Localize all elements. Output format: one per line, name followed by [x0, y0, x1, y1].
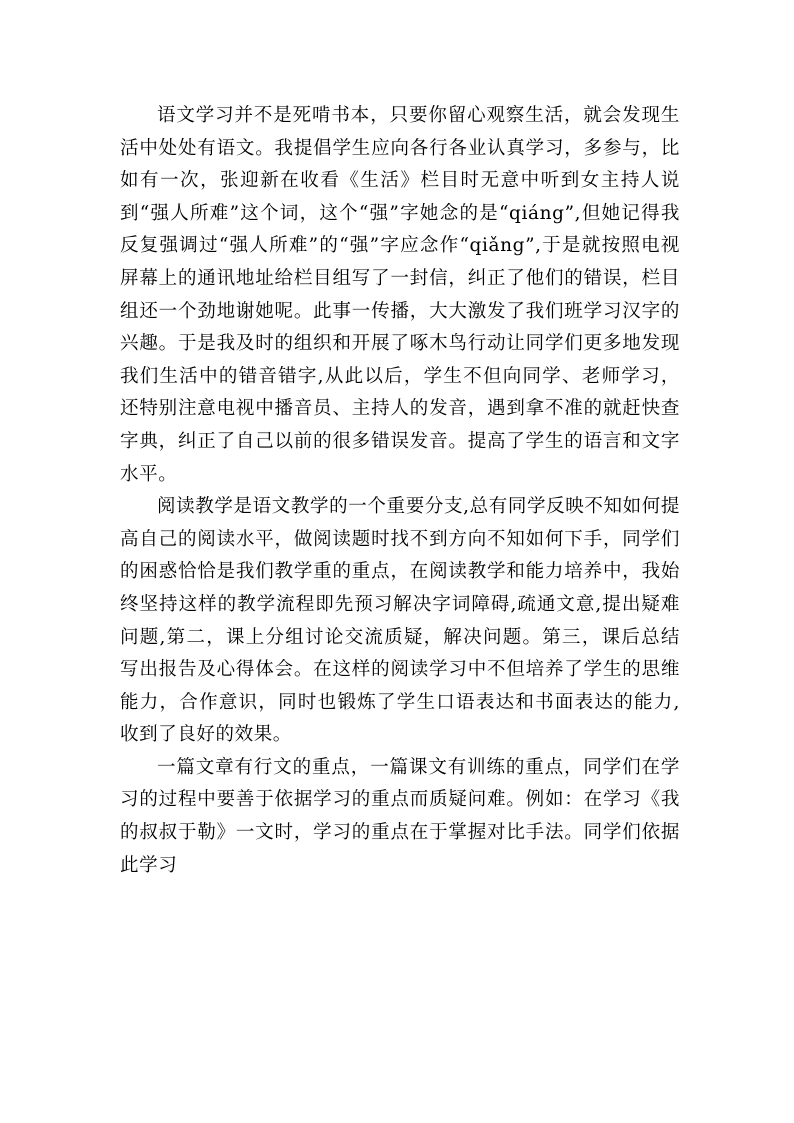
paragraph-1: 语文学习并不是死啃书本，只要你留心观察生活，就会发现生活中处处有语文。我提倡学生应向各行各业认真学习，多参与，比如有一次，张迎新在收看《生活》栏目时无意中听到女主持人说到“强人所难”这个词，这个“强”字她念的是“qiáng”,但她记得我反复强调过“强人所难”的“强”字应念作“qiǎng”,于是就按照电视屏幕上的通讯地址给栏目组写了一封信，纠正了他们的错误，栏目组还一个劲地谢她呢。此事一传播，大大激发了我们班学习汉字的兴趣。于是我及时的组织和开展了啄木鸟行动让同学们更多地发现我们生活中的错音错字,从此以后，学生不但向同学、老师学习，还特别注意电视中播音员、主持人的发音，遇到拿不准的就赶快查字典，纠正了自己以前的很多错误发音。提高了学生的语言和文字水平。 — [120, 105, 680, 485]
paragraph-2: 阅读教学是语文教学的一个重要分支,总有同学反映不知如何提高自己的阅读水平，做阅读题时找不到方向不知如何下手，同学们的困惑恰恰是我们教学重的重点，在阅读教学和能力培养中，我始终坚持这样的教学流程即先预习解决字词障碍,疏通文意,提出疑难问题,第二，课上分组讨论交流质疑，解决问题。第三，课后总结写出报告及心得体会。在这样的阅读学习中不但培养了学生的思维能力，合作意识，同时也锻炼了学生口语表达和书面表达的能力,收到了良好的效果。 — [120, 496, 680, 746]
document-body — [120, 100, 680, 882]
paragraph-3: 一篇文章有行文的重点，一篇课文有训练的重点，同学们在学习的过程中要善于依据学习的重点而质疑问难。例如：在学习《我的叔叔于勒》一文时，学习的重点在于掌握对比手法。同学们依据此学习 — [120, 756, 680, 876]
